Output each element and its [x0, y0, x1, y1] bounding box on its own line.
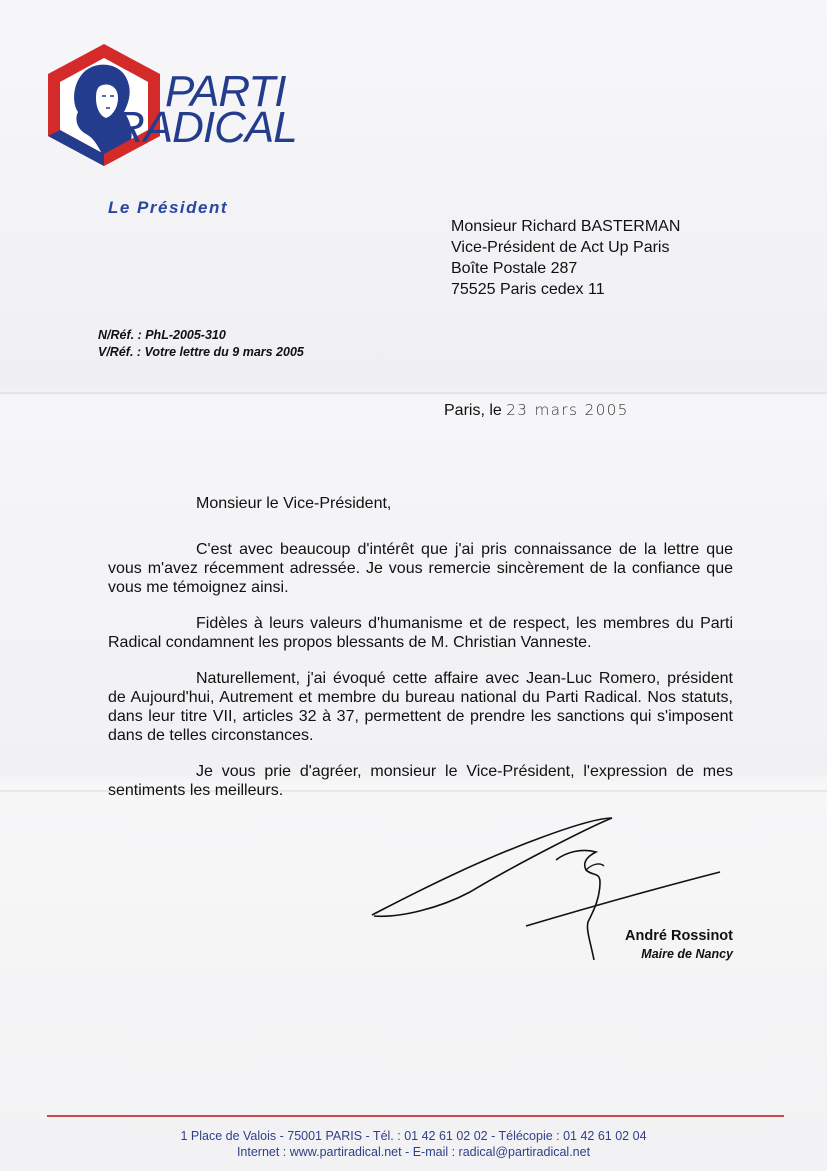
signer-name: André Rossinot — [625, 928, 733, 944]
sender-title: Le Président — [108, 198, 229, 217]
letter-body — [108, 540, 733, 817]
logo-line-1: PARTI — [165, 67, 286, 116]
our-reference: N/Réf. : PhL-2005-310 — [98, 328, 226, 342]
paper-watermark — [239, 300, 330, 320]
date-place: Paris, le — [444, 402, 502, 419]
footer-rule — [47, 1115, 784, 1117]
recipient-line: 75525 Paris cedex 11 — [451, 281, 605, 298]
salutation: Monsieur le Vice-Président, — [196, 495, 392, 512]
signer-role: Maire de Nancy — [641, 947, 733, 961]
recipient-line: Vice-Président de Act Up Paris — [451, 239, 670, 256]
logo-line-2: RADICAL — [113, 103, 297, 152]
signer-block — [560, 928, 733, 961]
your-reference: V/Réf. : Votre lettre du 9 mars 2005 — [98, 345, 304, 359]
recipient-address — [451, 216, 680, 300]
dateline — [444, 401, 629, 420]
footer-address: 1 Place de Valois - 75001 PARIS - Tél. : 01 42 61 02 02 - Télécopie : 01 42 61 02 04 — [180, 1129, 647, 1143]
footer-contact: Internet : www.partiradical.net - E-mail : radical@partiradical.net — [236, 1145, 591, 1159]
body-paragraph: Fidèles à leurs valeurs d'humanisme et de respect, les membres du Parti Radical condamnent les propos blessants de M. Christian Vanneste. — [108, 615, 733, 651]
footer — [0, 1128, 827, 1160]
recipient-line: Monsieur Richard BASTERMAN — [451, 218, 681, 235]
body-paragraph: C'est avec beaucoup d'intérêt que j'ai pris connaissance de la lettre que vous m'avez récemment adressée. Je vous remercie sincèrement de la confiance que vous me témoignez ainsi. — [108, 541, 733, 596]
body-paragraph: Naturellement, j'ai évoqué cette affaire avec Jean-Luc Romero, président de Aujourd'hui, Autrement et membre du bureau national du Parti Radical. Nos statuts, dans leur titre VII, articles 32 à 37, permettent de prendre les sanctions qui s'imposent dans de telles circonstances. — [108, 670, 733, 744]
recipient-line: Boîte Postale 287 — [451, 260, 578, 277]
references — [98, 327, 304, 361]
handwritten-date: 23 mars 2005 — [506, 401, 629, 419]
party-logo-wordmark — [113, 67, 297, 152]
paper-fold — [0, 392, 827, 394]
body-paragraph: Je vous prie d'agréer, monsieur le Vice-Président, l'expression de mes sentiments les meilleurs. — [108, 763, 733, 799]
